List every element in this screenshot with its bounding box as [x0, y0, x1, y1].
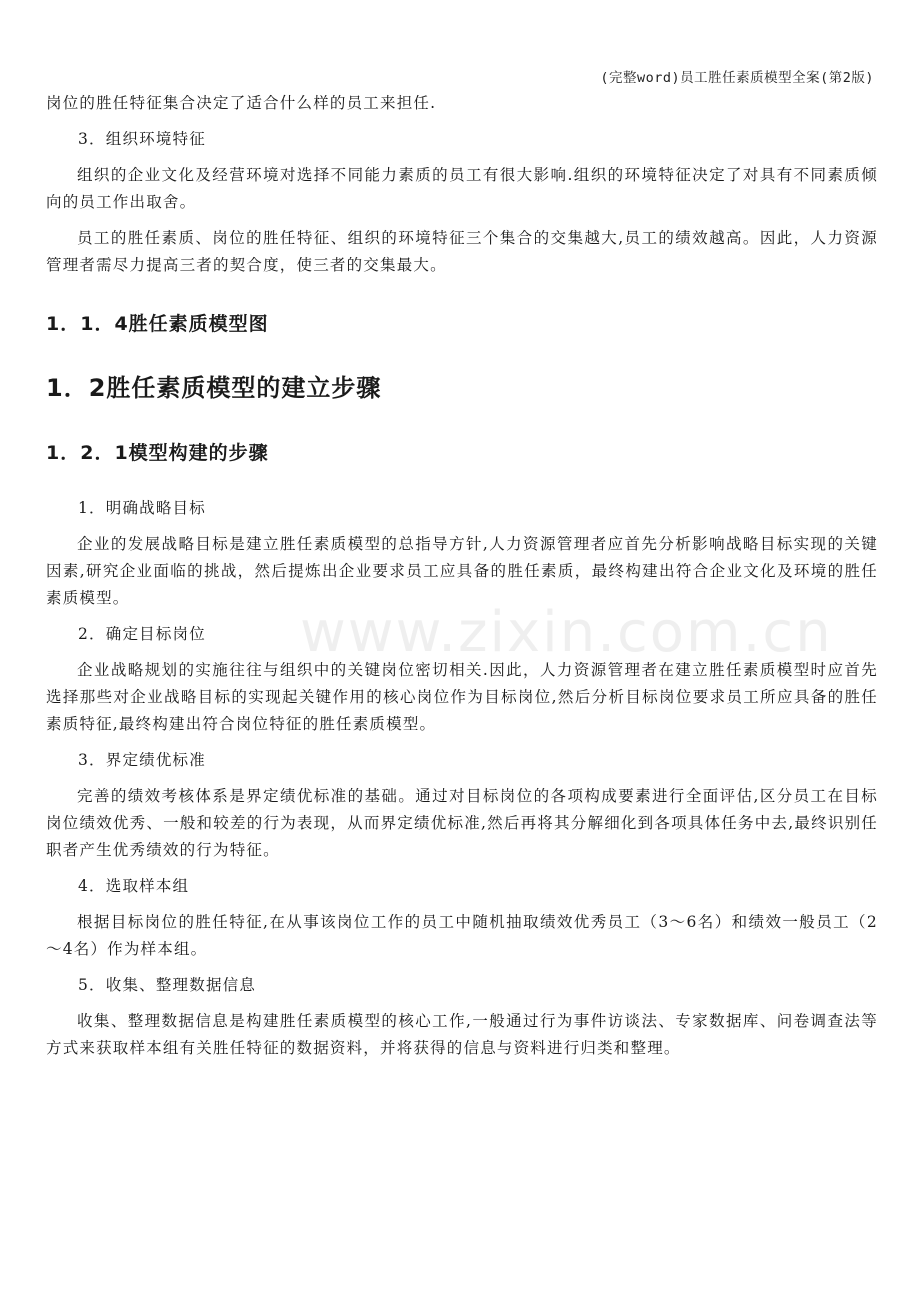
- step-title: 1．明确战略目标: [78, 499, 206, 517]
- paragraph: 员工的胜任素质、岗位的胜任特征、组织的环境特征三个集合的交集越大,员工的绩效越高。因此，人力资源管理者需尽力提高三者的契合度，使三者的交集最大。: [46, 229, 878, 274]
- document-body: [46, 90, 878, 1062]
- paragraph: 岗位的胜任特征集合决定了适合什么样的员工来担任.: [46, 94, 437, 112]
- step-body: 完善的绩效考核体系是界定绩优标准的基础。通过对目标岗位的各项构成要素进行全面评估,区分员工在目标岗位绩效优秀、一般和较差的行为表现，从而界定绩优标准,然后再将其分解细化到各项具体任务中去,最终识别任职者产生优秀绩效的行为特征。: [46, 787, 878, 859]
- section-heading-1-1-4: 1．1．4胜任素质模型图: [46, 313, 269, 335]
- running-header: (完整word)员工胜任素质模型全案(第2版): [600, 70, 874, 86]
- step-body: 企业战略规划的实施往往与组织中的关键岗位密切相关.因此，人力资源管理者在建立胜任素质模型时应首先选择那些对企业战略目标的实现起关键作用的核心岗位作为目标岗位,然后分析目标岗位要求员工所应具备的胜任素质特征,最终构建出符合岗位特征的胜任素质模型。: [46, 661, 878, 733]
- step-body: 根据目标岗位的胜任特征,在从事该岗位工作的员工中随机抽取绩效优秀员工（3～6名）和绩效一般员工（2～4名）作为样本组。: [46, 913, 878, 958]
- step-title: 4．选取样本组: [78, 877, 190, 895]
- section-heading-1-2: 1．2胜任素质模型的建立步骤: [46, 374, 382, 402]
- paragraph: 组织的企业文化及经营环境对选择不同能力素质的员工有很大影响.组织的环境特征决定了对具有不同素质倾向的员工作出取舍。: [46, 166, 878, 211]
- watermark: www.zixin.com.cn: [300, 600, 833, 665]
- step-title: 2．确定目标岗位: [78, 625, 206, 643]
- list-item-title: 3．组织环境特征: [78, 130, 206, 148]
- step-title: 5．收集、整理数据信息: [78, 976, 257, 994]
- step-body: 企业的发展战略目标是建立胜任素质模型的总指导方针,人力资源管理者应首先分析影响战略目标实现的关键因素,研究企业面临的挑战，然后提炼出企业要求员工应具备的胜任素质，最终构建出符合企业文化及环境的胜任素质模型。: [46, 535, 878, 607]
- step-body: 收集、整理数据信息是构建胜任素质模型的核心工作,一般通过行为事件访谈法、专家数据库、问卷调查法等方式来获取样本组有关胜任特征的数据资料，并将获得的信息与资料进行归类和整理。: [46, 1012, 878, 1057]
- step-title: 3．界定绩优标准: [78, 751, 206, 769]
- section-heading-1-2-1: 1．2．1模型构建的步骤: [46, 442, 269, 464]
